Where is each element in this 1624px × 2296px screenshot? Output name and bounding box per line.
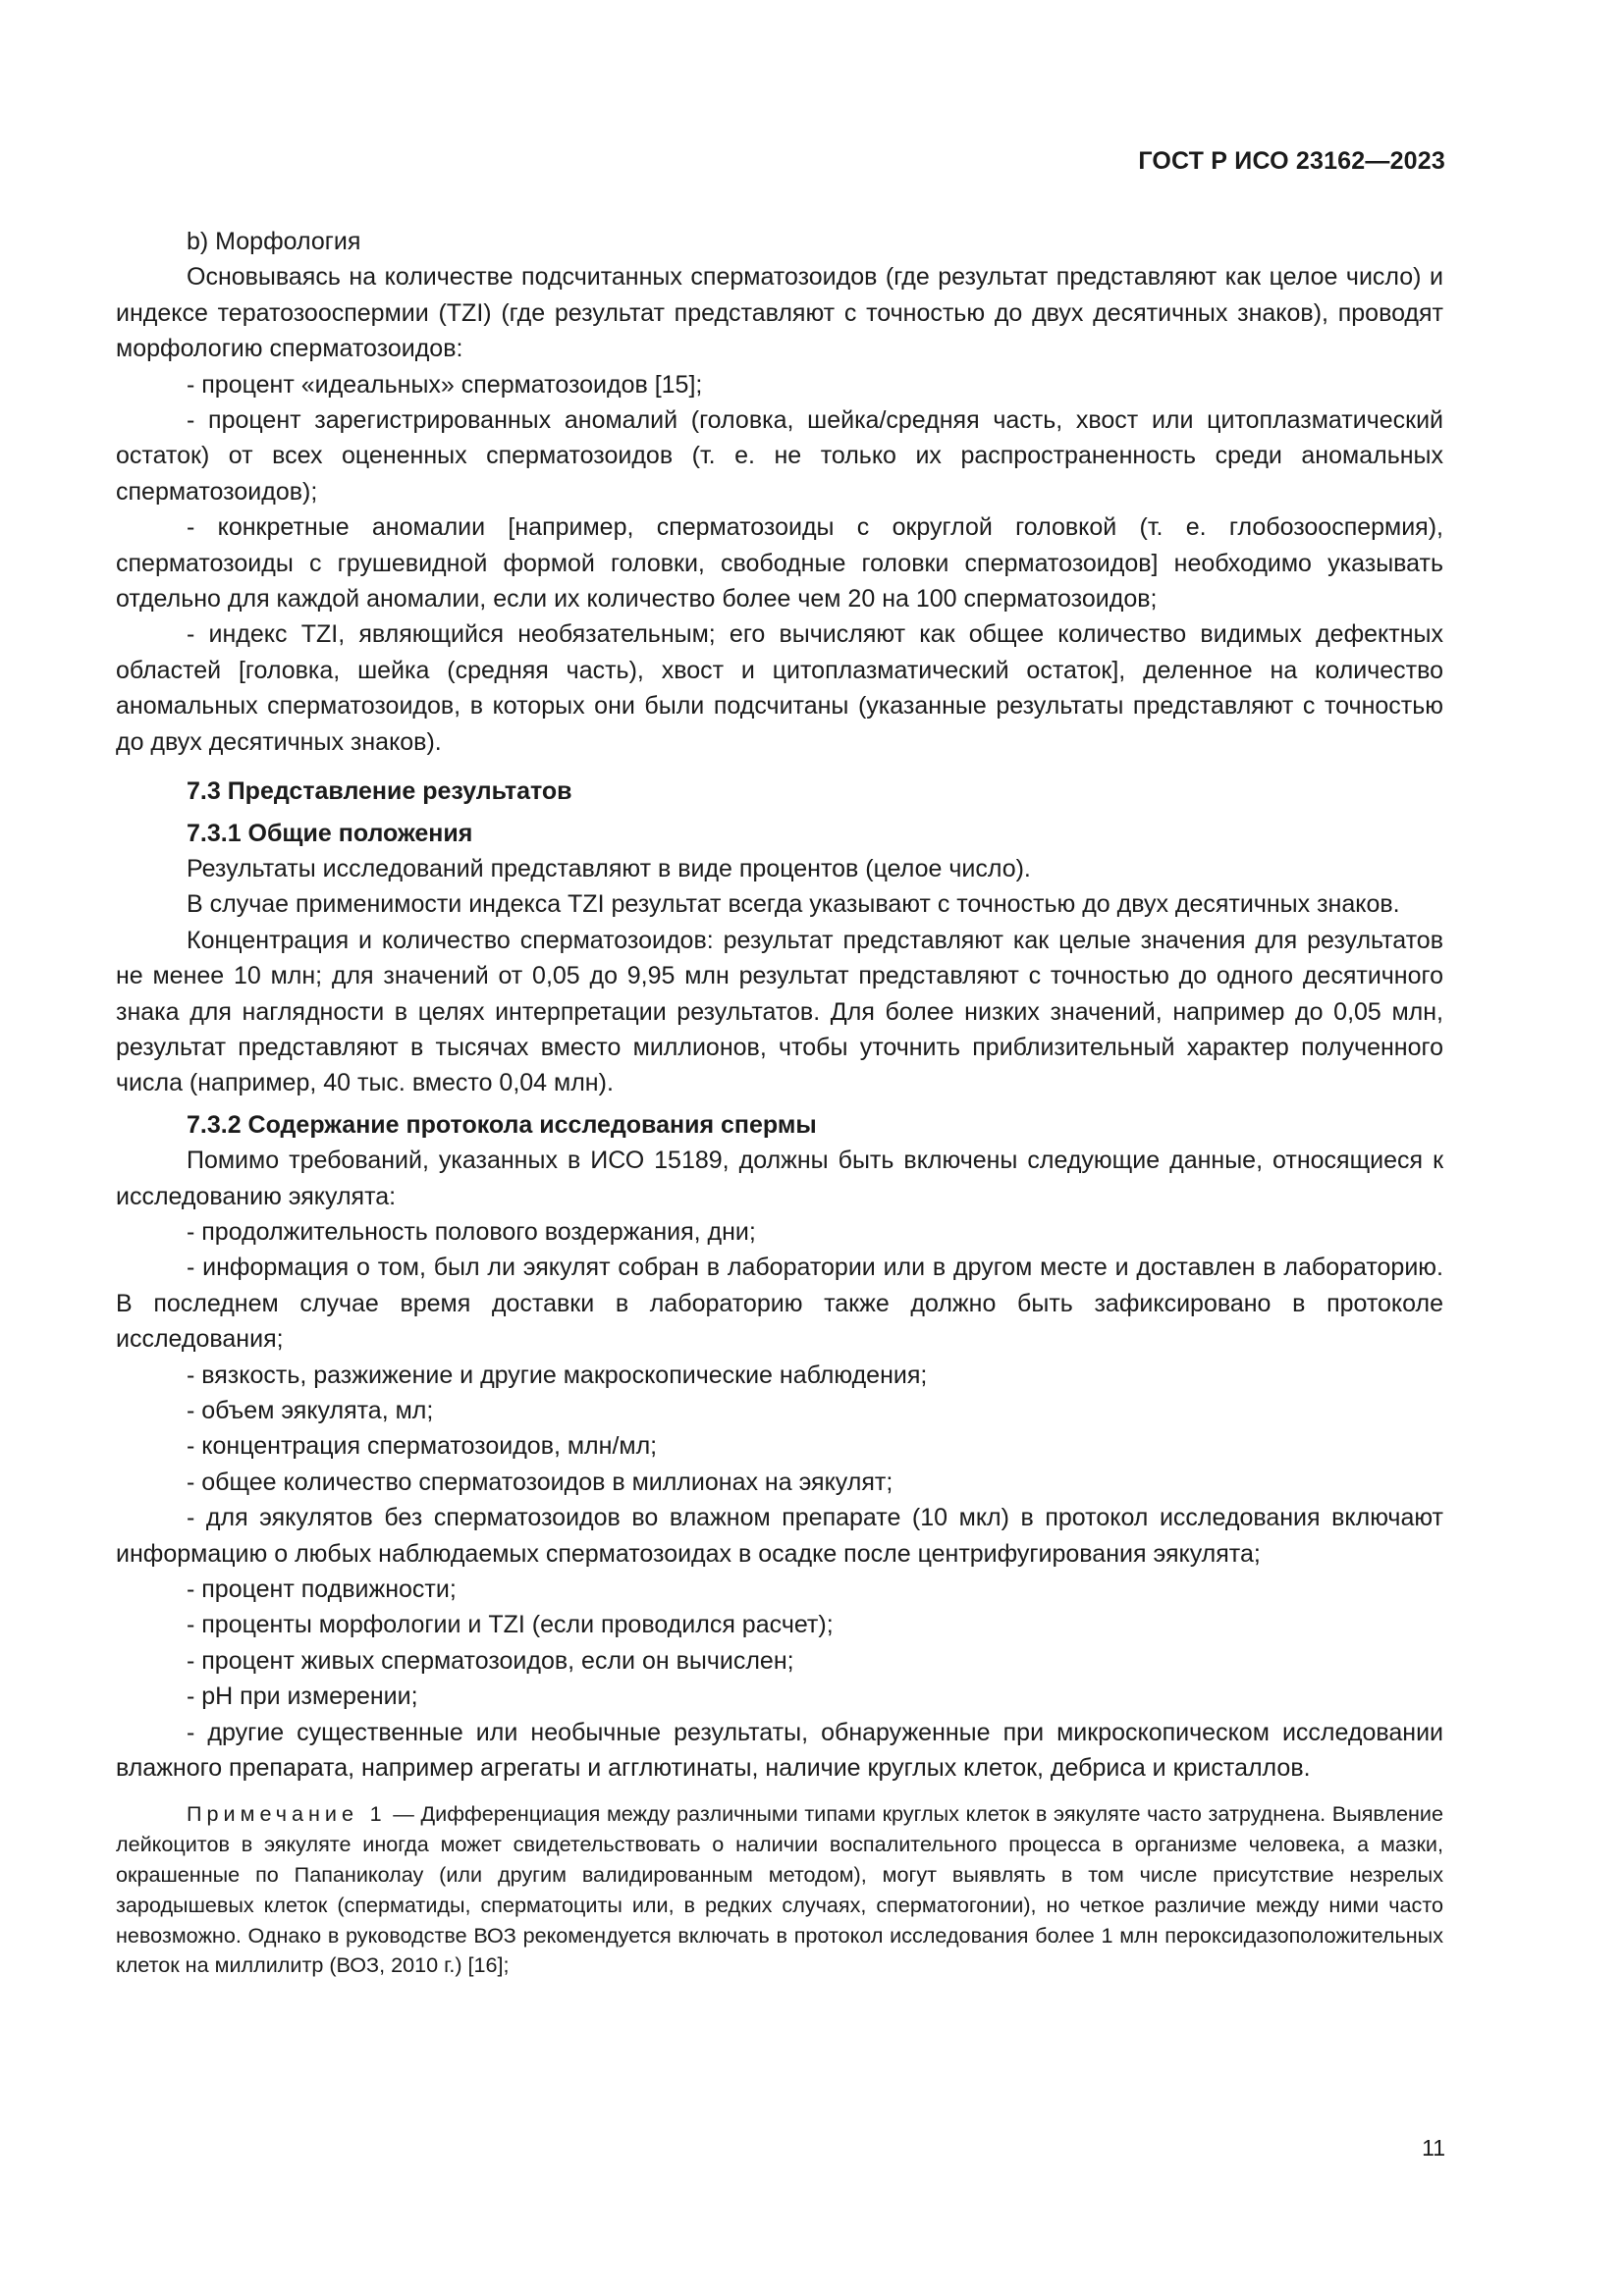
report-item: - концентрация сперматозоидов, млн/мл; (187, 1432, 658, 1461)
section-b-item: - индекс TZI, являющийся необязательным; его вычисляют как общее количество видимых дефектных областей [головка, шейка (средняя часть), хвост и цитоплазматический остаток], деленное на количество аномальных сперматозоидов, в которых они были подсчитаны (указанные результаты представляют с точностью до двух десятичных знаков). (116, 620, 1443, 756)
page-number: 11 (1422, 2135, 1445, 2161)
note-label: Примечание 1 (187, 1801, 387, 1827)
report-item: - другие существенные или необычные результаты, обнаруженные при микроскопическом исследовании влажного препарата, например агрегаты и агглютинаты, наличие круглых клеток, дебриса и кристаллов. (116, 1718, 1443, 1783)
section-7-3-1-heading: 7.3.1 Общие положения (187, 819, 473, 847)
report-item: - процент живых сперматозоидов, если он вычислен; (187, 1646, 794, 1675)
section-7-3-2-heading: 7.3.2 Содержание протокола исследования спермы (187, 1110, 817, 1139)
report-item: - процент подвижности; (187, 1575, 457, 1604)
section-b-item: - конкретные аномалии [например, сперматозоиды с округлой головкой (т. е. глобозооспермия), сперматозоиды с грушевидной формой головки, свободные головки сперматозоидов] необходимо указывать отдельно для каждой аномалии, если их количество более чем 20 на 100 сперматозоидов; (116, 513, 1443, 614)
report-item: - общее количество сперматозоидов в миллионах на эякулят; (187, 1468, 893, 1496)
note-text: — Дифференциация между различными типами круглых клеток в эякуляте часто затруднена. Выявление лейкоцитов в эякуляте иногда может свидетельствовать о наличии воспалительного процесса в организме человека, а мазки, окрашенные по Папаниколау (или другим валидированным методом), могут выявлять в том числе присутствие незрелых зародышевых клеток (сперматиды, сперматоциты или, в редких случаях, сперматогонии), но четкое различие между ними часто невозможно. Однако в руководстве ВОЗ рекомендуется включать в протокол исследования более 1 млн пероксидазоположительных клеток на миллилитр (ВОЗ, 2010 г.) [16]; (116, 1801, 1443, 1978)
section-7-3-1-paragraph: В случае применимости индекса TZI результат всегда указывают с точностью до двух десятичных знаков. (187, 890, 1400, 919)
report-item: - вязкость, разжижение и другие макроскопические наблюдения; (187, 1361, 928, 1389)
section-b-title: b) Морфология (187, 228, 361, 255)
document-header: ГОСТ Р ИСО 23162—2023 (1138, 147, 1445, 175)
document-body (116, 224, 1443, 1981)
section-b-item: - процент зарегистрированных аномалий (головка, шейка/средняя часть, хвост или цитоплазматический остаток) от всех оцененных сперматозоидов (т. е. не только их распространенность среди аномальных сперматозоидов); (116, 406, 1443, 506)
section-b-item: - процент «идеальных» сперматозоидов [15]; (187, 370, 703, 399)
report-item: - информация о том, был ли эякулят собран в лаборатории или в другом месте и доставлен в лабораторию. В последнем случае время доставки в лабораторию также должно быть зафиксировано в протоколе исследования; (116, 1254, 1443, 1354)
report-item: - pH при измерении; (187, 1682, 418, 1711)
section-b-intro: Основываясь на количестве подсчитанных сперматозоидов (где результат представляют как целое число) и индексе тератозооспермии (TZI) (где результат представляют с точностью до двух десятичных знаков), проводят морфологию сперматозоидов: (116, 263, 1443, 363)
section-7-3-heading: 7.3 Представление результатов (187, 777, 572, 806)
note-block (116, 1799, 1443, 1981)
report-item: - для эякулятов без сперматозоидов во влажном препарате (10 мкл) в протокол исследования включают информацию о любых наблюдаемых сперматозоидах в осадке после центрифугирования эякулята; (116, 1504, 1443, 1568)
report-item: - продолжительность полового воздержания, дни; (187, 1217, 756, 1246)
section-7-3-1-paragraph: Концентрация и количество сперматозоидов: результат представляют как целые значения для результатов не менее 10 млн; для значений от 0,05 до 9,95 млн результат представляют с точностью до одного десятичного знака для наглядности в целях интерпретации результатов. Для более низких значений, например до 0,05 млн, результат представляют в тысячах вместо миллионов, чтобы уточнить приблизительный характер полученного числа (например, 40 тыс. вместо 0,04 млн). (116, 926, 1443, 1097)
section-7-3-2-intro: Помимо требований, указанных в ИСО 15189, должны быть включены следующие данные, относящиеся к исследованию эякулята: (116, 1147, 1443, 1210)
report-item: - проценты морфологии и TZI (если проводился расчет); (187, 1611, 834, 1639)
report-item: - объем эякулята, мл; (187, 1397, 434, 1424)
section-7-3-1-paragraph: Результаты исследований представляют в виде процентов (целое число). (187, 854, 1031, 882)
